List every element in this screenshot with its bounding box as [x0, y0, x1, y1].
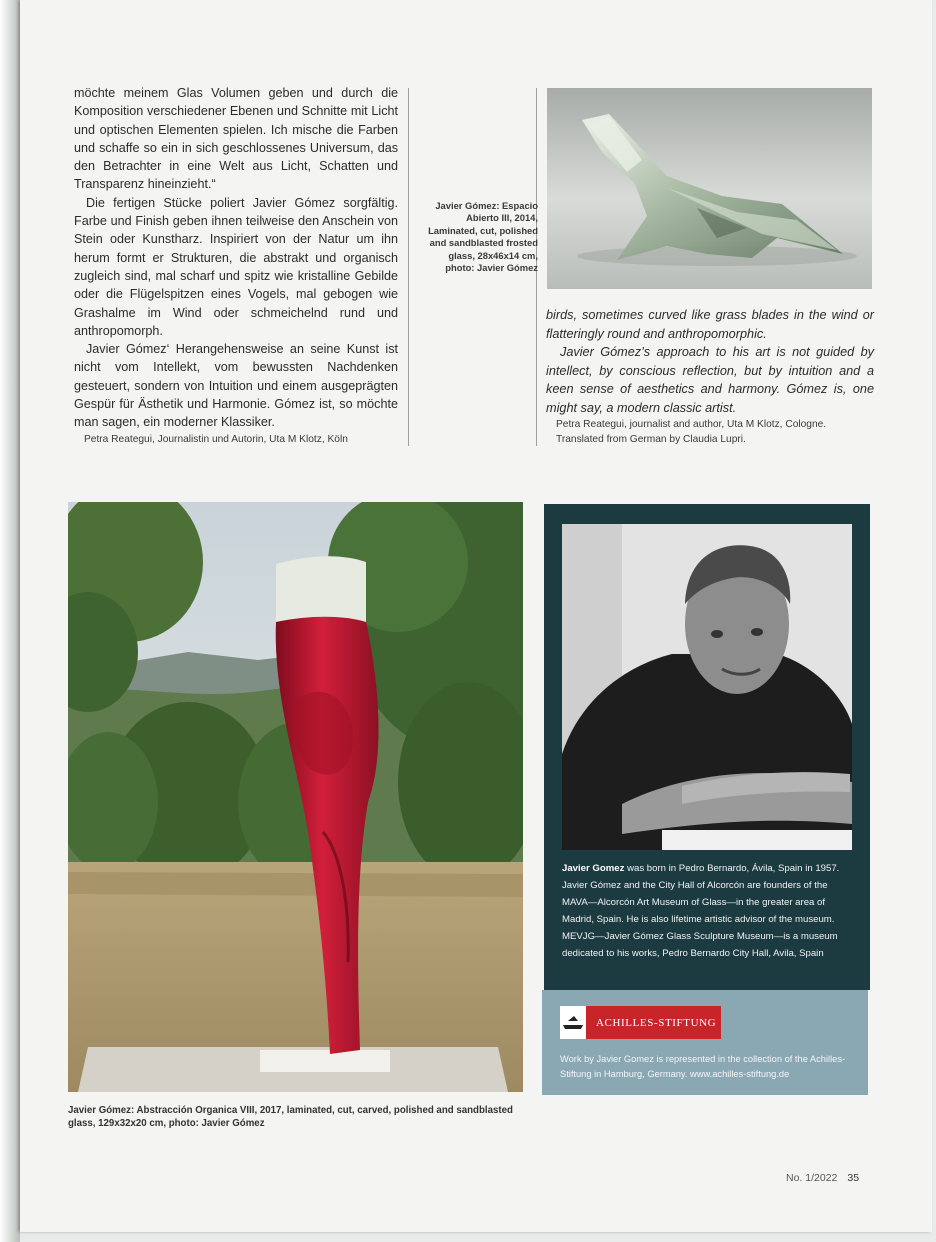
english-paragraph-2: Javier Gómez’s approach to his art is not guided by intellect, by conscious reflection, but by intuition and a keen sense of aesthetics and harmony. Gómez is, one might say, a modern classic artist. [546, 345, 874, 415]
english-paragraph-1: birds, sometimes curved like grass blades in the wind or flatteringly round and anthropomorphic. [546, 308, 874, 341]
artist-bio-text [562, 860, 854, 962]
artist-portrait [562, 524, 852, 850]
issue-number: No. 1/2022 [786, 1172, 838, 1184]
artist-name: Javier Gomez [562, 863, 625, 874]
column-divider-left [408, 88, 409, 446]
achilles-emblem-icon [560, 1006, 586, 1039]
german-paragraph-2: Die fertigen Stücke poliert Javier Gómez sorgfältig. Farbe und Finish geben ihnen teilweise den Anschein von Stein oder Kunstharz. Inspiriert von der Natur um ihn herum formt er Strukturen, die abstrakt und organisch zugleich sind, mal scharf und spitz wie kristalline Gebilde oder die Flügelspitzen eines Vogels, mal gebogen wie Grashalme im Wind oder schmeichelnd rund und anthropomorph. [74, 195, 398, 338]
achilles-box [542, 990, 868, 1095]
glass-sculpture-photo [547, 88, 872, 289]
artist-bio-box [544, 504, 870, 990]
bio-paragraph-2: MEVJG—Javier Gómez Glass Sculpture Museum—is a museum dedicated to his works, Pedro Bernardo City Hall, Avila, Spain [562, 931, 838, 959]
portrait-illustration [562, 524, 852, 850]
glass-sculpture-illustration [547, 88, 872, 289]
achilles-logo-text: ACHILLES-STIFTUNG [596, 1016, 717, 1029]
magazine-page [20, 0, 932, 1232]
red-sculpture-illustration [68, 502, 523, 1092]
page-footer [786, 1172, 859, 1184]
magazine-spine [0, 0, 20, 1242]
top-image-caption: Javier Gómez: Espacio Abierto III, 2014, Laminated, cut, polished and sandblasted frosted glass, 28x46x14 cm, photo: Javier Gómez [428, 200, 538, 274]
german-text-column [74, 84, 398, 447]
achilles-logo [560, 1006, 721, 1039]
achilles-collection-text: Work by Javier Gomez is represented in the collection of the Achilles-Stiftung in Hamburg, Germany. www.achilles-stiftung.de [560, 1054, 846, 1079]
main-image-caption: Javier Gómez: Abstracción Organica VIII, 2017, laminated, cut, carved, polished and sandblasted glass, 129x32x20 cm, photo: Javier Gómez [68, 1105, 513, 1130]
english-author-credit: Petra Reategui, journalist and author, Uta M Klotz, Cologne. [556, 419, 827, 430]
german-author-credit: Petra Reategui, Journalistin und Autorin, Uta M Klotz, Köln [84, 433, 348, 445]
page-number: 35 [847, 1172, 860, 1184]
german-paragraph-1: möchte meinem Glas Volumen geben und durch die Komposition verschiedener Ebenen und Schnitte mit Licht und optischen Elementen spielen. Ich mische die Farben und schaffe so ein in sich geschlossenes Universum, das den Betrachter in eine Welt aus Licht, Schatten und Transparenz hineinzieht.“ [74, 86, 398, 192]
german-paragraph-3: Javier Gómez‘ Herangehensweise an seine Kunst ist nicht vom Intellekt, vom bewussten Nachdenken gesteuert, sondern von Intuition und einem ausgeprägten Gespür für Ästhetik und Harmonie. Gómez ist, so möchte man sagen, ein moderner Klassiker. [74, 342, 398, 430]
translator-credit: Translated from German by Claudia Lupri. [556, 434, 746, 445]
english-text-column [546, 306, 874, 447]
red-sculpture-photo [68, 502, 523, 1092]
bio-paragraph-1: was born in Pedro Bernardo, Ávila, Spain in 1957. Javier Gómez and the City Hall of Alcorcón are founders of the MAVA—Alcorcón Art Museum of Glass—in the greater area of Madrid, Spain. He is also lifetime artistic advisor of the museum. [562, 863, 840, 925]
